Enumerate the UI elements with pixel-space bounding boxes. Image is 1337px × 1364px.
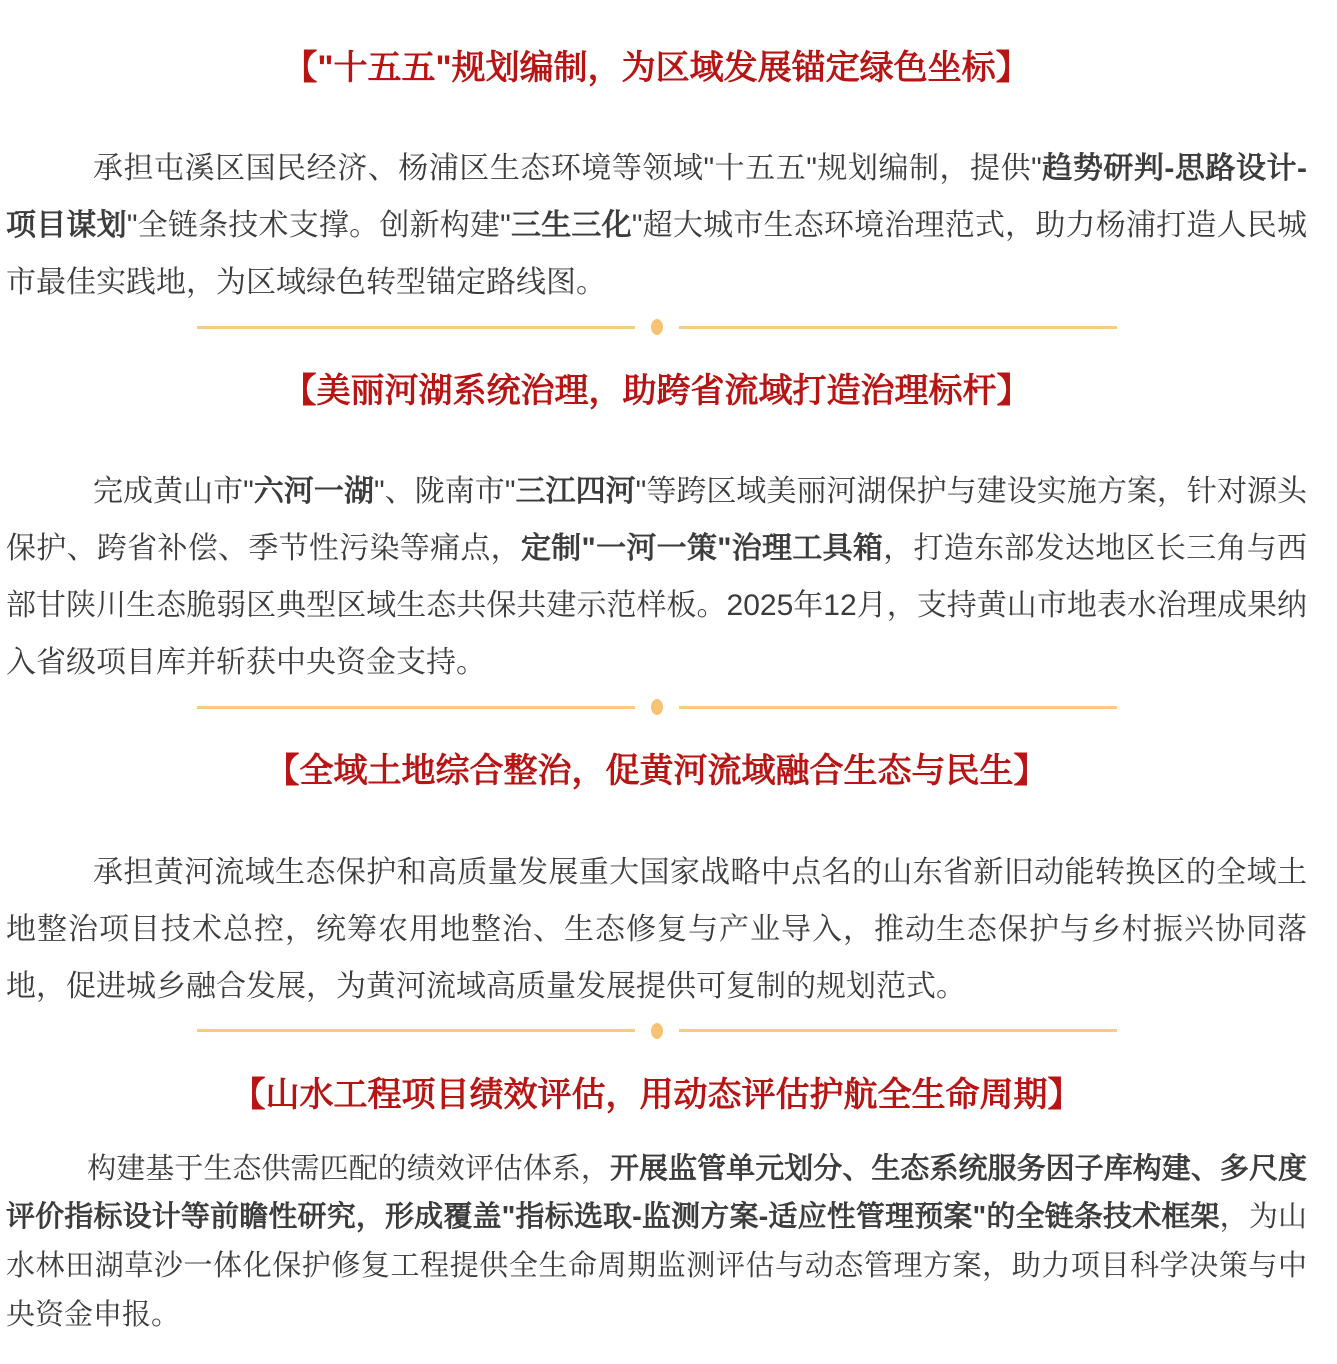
section-heading: 【美丽河湖系统治理，助跨省流域打造治理标杆】 bbox=[282, 372, 1031, 411]
section-divider bbox=[197, 319, 1117, 335]
divider-line-right bbox=[679, 1029, 1117, 1032]
divider-dot-icon bbox=[651, 1023, 663, 1039]
divider-line-right bbox=[679, 326, 1117, 329]
section-divider bbox=[197, 1023, 1117, 1039]
divider-line-left bbox=[197, 706, 635, 709]
section-heading: 【山水工程项目绩效评估，用动态评估护航全生命周期】 bbox=[231, 1075, 1082, 1114]
section-paragraph: 承担屯溪区国民经济、杨浦区生态环境等领域"十五五"规划编制，提供"趋势研判-思路设计-项目谋划"全链条技术支撑。创新构建"三生三化"超大城市生态环境治理范式，助力杨浦打造人民城市最佳实践地，为区域绿色转型锚定路线图。 bbox=[6, 152, 1307, 300]
divider-line-left bbox=[197, 1029, 635, 1032]
section-rivers-lakes bbox=[6, 369, 1307, 691]
section-performance-evaluation bbox=[6, 1073, 1307, 1340]
section-planning bbox=[6, 46, 1307, 311]
divider-line-left bbox=[197, 326, 635, 329]
section-heading: 【全域土地综合整治，促黄河流域融合生态与民生】 bbox=[265, 752, 1048, 791]
section-paragraph: 构建基于生态供需匹配的绩效评估体系，开展监管单元划分、生态系统服务因子库构建、多尺度评价指标设计等前瞻性研究，形成覆盖"指标选取-监测方案-适应性管理预案"的全链条技术框架，为山水林田湖草沙一体化保护修复工程提供全生命周期监测评估与动态管理方案，助力项目科学决策与中央资金申报。 bbox=[6, 1152, 1307, 1331]
section-divider bbox=[197, 699, 1117, 715]
divider-dot-icon bbox=[651, 699, 663, 715]
section-heading: 【"十五五"规划编制，为区域发展锚定绿色坐标】 bbox=[283, 49, 1030, 87]
divider-line-right bbox=[679, 706, 1117, 709]
divider-dot-icon bbox=[651, 319, 663, 335]
section-paragraph: 承担黄河流域生态保护和高质量发展重大国家战略中点名的山东省新旧动能转换区的全域土地整治项目技术总控，统筹农用地整治、生态修复与产业导入，推动生态保护与乡村振兴协同落地，促进城乡融合发展，为黄河流域高质量发展提供可复制的规划范式。 bbox=[6, 855, 1307, 1003]
section-land-consolidation bbox=[6, 749, 1307, 1014]
section-paragraph: 完成黄山市"六河一湖"、陇南市"三江四河"等跨区域美丽河湖保护与建设实施方案，针对源头保护、跨省补偿、季节性污染等痛点，定制"一河一策"治理工具箱，打造东部发达地区长三角与西部甘陕川生态脆弱区典型区域生态共保共建示范样板。2025年12月，支持黄山市地表水治理成果纳入省级项目库并斩获中央资金支持。 bbox=[6, 475, 1308, 680]
